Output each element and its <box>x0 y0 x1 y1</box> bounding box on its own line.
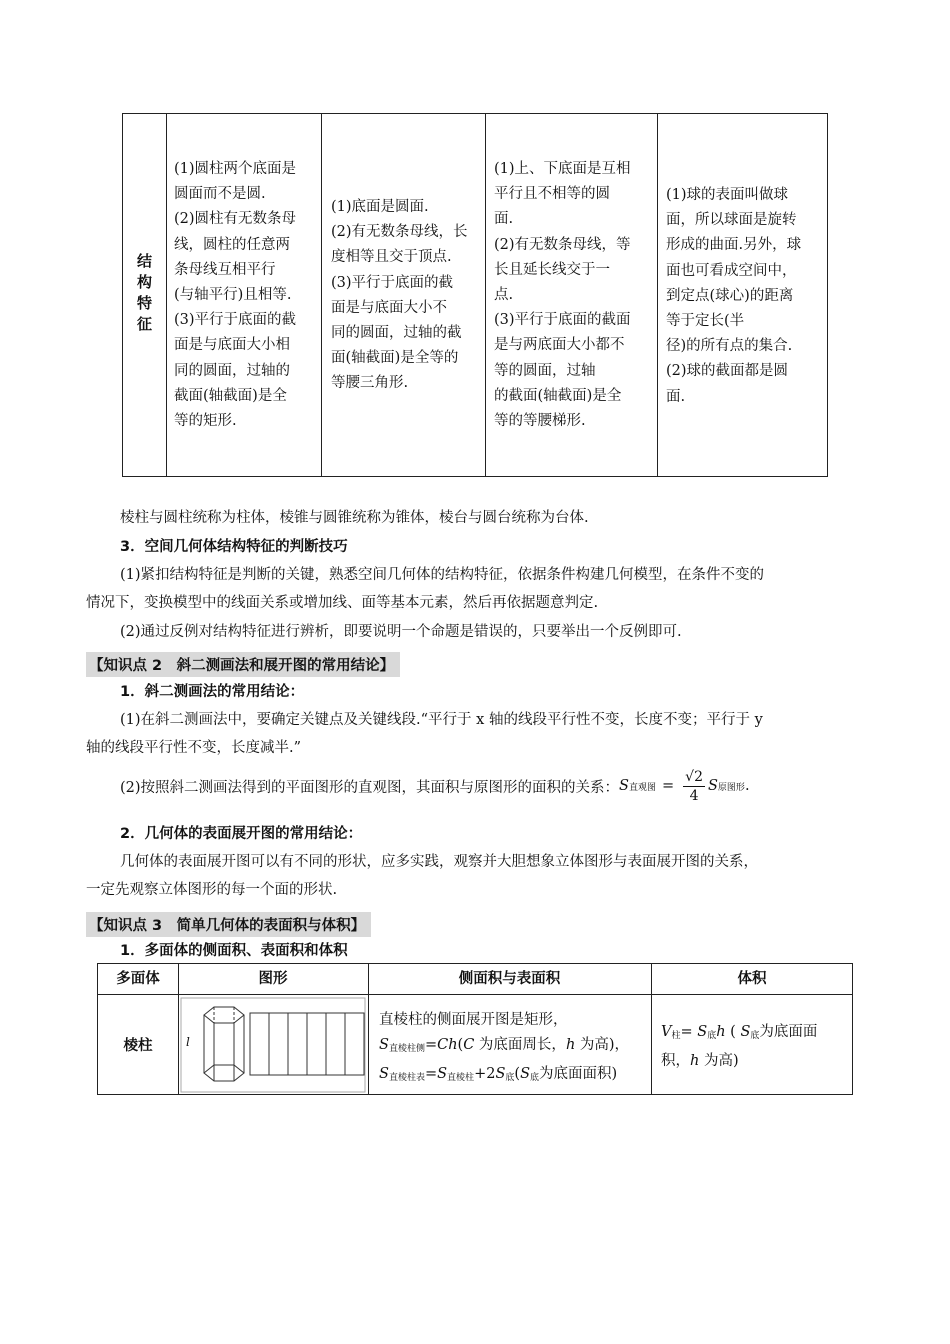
column-divider <box>485 114 486 476</box>
cell-line: 的截面(轴截面)是全 <box>494 387 622 404</box>
cell-line: 面，所以球面是旋转 <box>666 212 797 229</box>
cell-line: 长且延长线交于一 <box>494 261 610 278</box>
sym: V <box>661 1024 672 1040</box>
area-line-1: 直棱柱的侧面展开图是矩形， <box>379 1012 568 1028</box>
heading-judgement-tips: 3．空间几何体结构特征的判断技巧 <box>120 539 348 555</box>
sym-sub: 柱 <box>671 1031 681 1041</box>
sym-sub: 直棱柱表 <box>388 1073 425 1083</box>
header-polyhedron: 多面体 <box>116 971 160 987</box>
structure-table <box>122 113 828 477</box>
txt: 为底面面积) <box>539 1066 618 1082</box>
cell-line: 同的圆面，过轴的截 <box>331 325 462 342</box>
cell-line: 是与两底面大小都不 <box>494 337 625 354</box>
txt: = <box>424 1066 438 1082</box>
cell-line: (2)有无数条母线，长 <box>331 224 468 241</box>
prism-unfold-figure <box>178 995 368 1095</box>
paragraph-tip-2: (2)通过反例对结构特征进行辨析，即要说明一个命题是错误的，只要举出一个反例即可. <box>120 624 682 640</box>
summary-paragraph: 棱柱与圆柱统称为柱体，棱锥与圆锥统称为锥体，棱台与圆台统称为台体. <box>120 510 589 526</box>
fraction-numerator: √2 <box>685 768 703 785</box>
cone-cell <box>331 195 468 397</box>
sym: Ch <box>437 1037 458 1053</box>
txt: +2 <box>474 1066 496 1082</box>
formula-s: S <box>619 778 629 794</box>
column-divider <box>321 114 322 476</box>
sym: S <box>437 1066 448 1082</box>
txt: 积， <box>661 1053 690 1069</box>
cell-line: 线，圆柱的任意两 <box>174 236 290 253</box>
paragraph-tip-1b: 情况下，变换模型中的线面关系或增加线、面等基本元素，然后再依据题意判定. <box>86 595 599 611</box>
formula-end: . <box>744 778 750 794</box>
paragraph-oblique-2 <box>120 764 750 808</box>
txt: 为底面周长， <box>474 1037 566 1053</box>
cell-line: 到定点(球心)的距离 <box>666 287 794 304</box>
txt: ( <box>514 1066 521 1082</box>
paragraph-unfolding-b: 一定先观察立体图形的每一个面的形状. <box>86 882 338 898</box>
formula-equals: = <box>662 778 675 794</box>
frustum-cell <box>494 157 631 434</box>
formula-s: S <box>707 778 718 794</box>
cell-line: (1)上、下底面是互相 <box>494 161 631 177</box>
sphere-cell <box>666 183 801 410</box>
cylinder-cell <box>174 157 296 434</box>
cell-line: (2)圆柱有无数条母 <box>174 211 297 228</box>
txt: 为底面面 <box>759 1024 818 1040</box>
cell-line: 度相等且交于顶点. <box>331 249 452 266</box>
sym-sub: 底 <box>750 1031 760 1041</box>
sym-sub: 底 <box>530 1073 540 1083</box>
sym: h <box>690 1053 700 1069</box>
cell-line: 面是与底面大小不 <box>331 299 447 316</box>
cell-line: 形成的曲面.另外，球 <box>666 237 802 254</box>
sym: S <box>697 1024 708 1040</box>
cell-line: 等的等腰梯形. <box>494 413 586 430</box>
cell-line: (3)平行于底面的截 <box>174 312 297 329</box>
cell-line: 面(轴截面)是全等的 <box>331 350 459 367</box>
fraction-denominator: 4 <box>689 787 699 804</box>
area-line-3 <box>379 1062 629 1091</box>
paragraph-oblique-2-text: (2)按照斜二测画法得到的平面图形的直观图，其面积与原图形的面积的关系： <box>120 779 620 796</box>
paragraph-tip-1a: (1)紧扣结构特征是判断的关键，熟悉空间几何体的结构特征，依据条件构建几何模型，在条件不变的 <box>120 567 765 583</box>
txt: = <box>424 1037 438 1053</box>
figure-label-l: l <box>186 1035 190 1049</box>
cell-line: (3)平行于底面的截 <box>331 274 454 291</box>
header-figure: 图形 <box>258 971 288 987</box>
column-divider <box>657 114 658 476</box>
area-text <box>379 1008 629 1091</box>
cell-line: (2)有无数条母线，等 <box>494 236 631 253</box>
cell-line: 径)的所有点的集合. <box>666 338 793 355</box>
sym: S <box>520 1066 530 1082</box>
header-area: 侧面积与表面积 <box>458 971 561 987</box>
volume-text <box>661 1020 817 1074</box>
cell-line: 等的圆面，过轴 <box>494 362 596 379</box>
txt: ( <box>457 1037 464 1053</box>
cell-line: (与轴平行)且相等. <box>174 287 292 304</box>
heading-polyhedron-area: 1．多面体的侧面积、表面积和体积 <box>120 943 348 959</box>
section-knowledge-point-2: 【知识点 2 斜二测画法和展开图的常用结论】 <box>86 652 400 677</box>
sym-sub: 直棱柱 <box>447 1073 475 1083</box>
cell-line: 等腰三角形. <box>331 375 409 392</box>
column-divider <box>166 114 167 476</box>
cell-line: 条母线互相平行 <box>174 261 276 278</box>
volume-line-2 <box>661 1049 817 1074</box>
heading-oblique-drawing: 1．斜二测画法的常用结论： <box>120 684 305 700</box>
sym: S <box>379 1066 389 1082</box>
header-volume: 体积 <box>737 971 767 987</box>
sym: h <box>716 1024 726 1040</box>
prism-unfold-figure-svg <box>178 995 368 1095</box>
txt: 为高)， <box>575 1037 630 1053</box>
row-header <box>123 114 166 476</box>
sym: S <box>740 1024 751 1040</box>
cell-line: 面是与底面大小相 <box>174 337 290 354</box>
sym-sub: 直棱柱侧 <box>388 1044 425 1054</box>
paragraph-oblique-1b: 轴的线段平行性不变，长度减半.” <box>86 740 302 756</box>
txt: = <box>680 1024 698 1040</box>
cell-line: (1)球的表面叫做球 <box>666 187 789 203</box>
polyhedron-table <box>97 963 853 1095</box>
cell-line: 等于定长(半 <box>666 313 745 330</box>
sym: C <box>463 1037 475 1053</box>
sym-sub: 底 <box>707 1031 717 1041</box>
cell-line: 圆面而不是圆. <box>174 186 266 203</box>
row-prism-label: 棱柱 <box>123 1038 153 1054</box>
cell-line: 等的矩形. <box>174 413 237 430</box>
cell-line: 点. <box>494 287 514 304</box>
cell-line: (1)圆柱两个底面是 <box>174 161 297 177</box>
cell-line: 面也可看成空间中， <box>666 262 797 279</box>
paragraph-oblique-1a: (1)在斜二测画法中，要确定关键点及关键线段.“平行于 x 轴的线段平行性不变，长度不变；平行于 y <box>120 712 763 728</box>
cell-line: 同的圆面，过轴的 <box>174 362 290 379</box>
sym: h <box>565 1037 576 1053</box>
cell-line: 截面(轴截面)是全 <box>174 387 287 404</box>
cell-line: 面. <box>494 211 514 228</box>
row-header-label: 结构特征 <box>135 253 153 337</box>
cell-line: (3)平行于底面的截面 <box>494 312 631 329</box>
sym: S <box>495 1066 506 1082</box>
sym-sub: 底 <box>505 1073 515 1083</box>
txt: ( <box>725 1024 741 1040</box>
area-line-2 <box>379 1033 629 1062</box>
cell-line: 面. <box>666 388 686 405</box>
txt: 为高) <box>699 1053 739 1069</box>
cell-line: (1)底面是圆面. <box>331 199 429 215</box>
paragraph-unfolding-a: 几何体的表面展开图可以有不同的形状，应多实践，观察并大胆想象立体图形与表面展开图的关系， <box>120 854 758 870</box>
formula-fraction <box>683 768 705 805</box>
formula-sub-intuitive: 直观图 <box>628 782 656 793</box>
formula-sub-original: 原图形 <box>717 782 745 793</box>
cell-line: 平行且不相等的圆 <box>494 186 610 203</box>
cell-line: (2)球的截面都是圆 <box>666 363 789 380</box>
heading-unfolding: 2．几何体的表面展开图的常用结论： <box>120 826 363 842</box>
section-knowledge-point-3: 【知识点 3 简单几何体的表面积与体积】 <box>86 912 371 937</box>
volume-line-1 <box>661 1020 817 1049</box>
sym: S <box>379 1037 389 1053</box>
